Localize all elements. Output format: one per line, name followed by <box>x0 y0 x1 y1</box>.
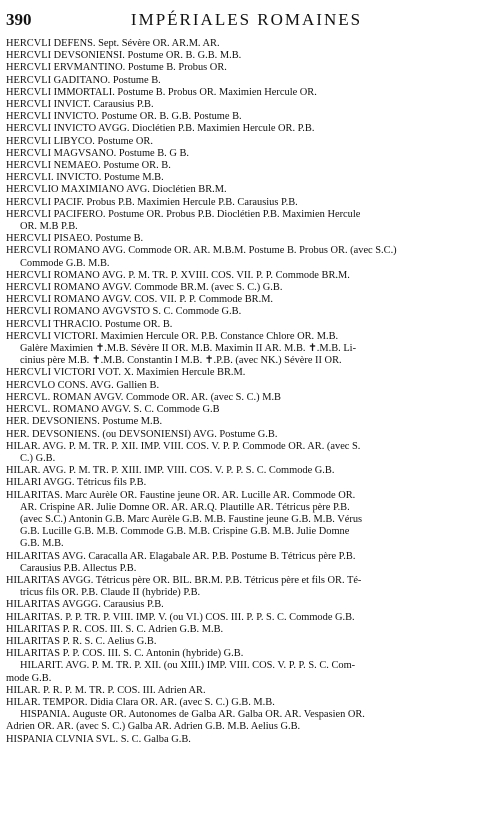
text-line: HERCVLIO MAXIMIANO AVG. Dioclétien BR.M. <box>6 184 227 196</box>
text-line: cinius père M.B. ✝.M.B. Constantin I M.B. ✝.P.B. (avec NK.) Sévère II OR. <box>20 355 342 367</box>
text-line: HERCVLI ROMANO AVGV. COS. VII. P. P. Commode BR.M. <box>6 294 274 306</box>
text-line: HERCVLI VICTORI. Maximien Hercule OR. P.B. Constance Chlore OR. M.B. <box>6 330 339 342</box>
text-line: HERCVLI PACIF. Probus P.B. Maximien Hercule P.B. Carausius P.B. <box>6 196 298 208</box>
text-line: OR. M.B P.B. <box>20 221 78 233</box>
text-line: HILAR. P. R. P. M. TR. P. COS. III. Adrien AR. <box>6 684 206 696</box>
text-line: Adrien OR. AR. (avec S. C.) Galba AR. Adrien G.B. M.B. Aelius G.B. <box>6 721 301 733</box>
catalogue-entries <box>6 38 487 746</box>
text-line: HERCVLI NEMAEO. Postume OR. B. <box>6 160 171 172</box>
text-line: HERCVLI VICTORI VOT. X. Maximien Hercule BR.M. <box>6 367 246 379</box>
text-line: HILARITAS P. R. S. C. Aelius G.B. <box>6 635 157 647</box>
text-line: HER. DEVSONIENS. Postume M.B. <box>6 416 163 428</box>
text-line: HERCVLI ROMANO AVG. Commode OR. AR. M.B.M. Postume B. Probus OR. (avec S.C.) <box>6 245 397 257</box>
text-line: HISPANIA CLVNIA SVL. S. C. Galba G.B. <box>6 733 191 745</box>
text-line: HERCVLI ROMANO AVGV. Commode BR.M. (avec S. C.) G.B. <box>6 282 283 294</box>
text-line: HILAR. AVG. P. M. TR. P. XIII. IMP. VIII. COS. V. P. P. S. C. Commode G.B. <box>6 465 335 477</box>
text-line: HERCVLI IMMORTALI. Postume B. Probus OR. Maximien Hercule OR. <box>6 86 317 98</box>
text-line: HERCVLO CONS. AVG. Gallien B. <box>6 379 160 391</box>
text-line: HERCVL. ROMANO AVGV. S. C. Commode G.B <box>6 404 220 416</box>
text-line: C.) G.B. <box>20 452 56 464</box>
text-line: HILARITAS AVG. Caracalla AR. Elagabale AR. P.B. Postume B. Tétricus père P.B. <box>6 550 356 562</box>
text-line: HERCVLI DEFENS. Sept. Sévère OR. AR.M. AR. <box>6 38 220 49</box>
text-line: (avec S.C.) Antonin G.B. Marc Aurèle G.B. M.B. Faustine jeune G.B. M.B. Vérus <box>20 513 363 525</box>
text-line: HILARITAS AVGGG. Carausius P.B. <box>6 599 164 611</box>
text-line: G.B. M.B. <box>20 538 64 550</box>
text-line: HILARITAS. P. P. TR. P. VIII. IMP. V. (ou VI.) COS. III. P. P. S. C. Commode G.B. <box>6 611 355 623</box>
running-title: IMPÉRIALES ROMAINES <box>130 10 363 29</box>
text-line: Commode G.B. M.B. <box>20 257 110 269</box>
text-line: HERCVLI INVICTO. Postume OR. B. G.B. Postume B. <box>6 111 242 123</box>
text-line: HERCVLI ERVMANTINO. Postume B. Probus OR. <box>6 62 227 74</box>
text-line: HILARIT. AVG. P. M. TR. P. XII. (ou XIII.) IMP. VIII. COS. V. P. P. S. C. Com- <box>20 660 356 672</box>
text-line: HERCVLI DEVSONIENSI. Postume OR. B. G.B. M.B. <box>6 50 242 62</box>
text-line: HILARITAS P. P. COS. III. S. C. Antonin (hybride) G.B. <box>6 648 244 660</box>
page-header <box>6 10 487 34</box>
text-line: HER. DEVSONIENS. (ou DEVSONIENSI) AVG. Postume G.B. <box>6 428 278 440</box>
text-line: HILARITAS AVGG. Tétricus père OR. BIL. BR.M. P.B. Tétricus père et fils OR. Té- <box>6 574 362 586</box>
text-line: HILAR. TEMPOR. Didia Clara OR. AR. (avec S. C.) G.B. M.B. <box>6 696 275 708</box>
text-line: HERCVLI PISAEO. Postume B. <box>6 233 144 245</box>
text-line: HERCVLI MAGVSANO. Postume B. G B. <box>6 147 190 159</box>
text-line: HERCVLI. INVICTO. Postume M.B. <box>6 172 164 184</box>
text-line: HERCVLI LIBYCO. Postume OR. <box>6 135 153 147</box>
text-line: HERCVLI THRACIO. Postume OR. B. <box>6 318 173 330</box>
text-line: tricus fils OR. P.B. Claude II (hybride) P.B. <box>20 587 201 599</box>
text-line: HILARI AVGG. Tétricus fils P.B. <box>6 477 147 489</box>
text-line: G.B. Lucille G.B. M.B. Commode G.B. M.B. Crispine G.B. M.B. Julie Domne <box>20 526 350 538</box>
text-line: HERCVLI PACIFERO. Postume OR. Probus P.B. Dioclétien P.B. Maximien Hercule <box>6 208 361 220</box>
text-line: HERCVLI GADITANO. Postume B. <box>6 74 161 86</box>
text-line: HERCVLI INVICT. Carausius P.B. <box>6 99 154 111</box>
text-line: HERCVLI ROMANO AVG. P. M. TR. P. XVIII. COS. VII. P. P. Commode BR.M. <box>6 269 350 281</box>
text-line: HERCVLI INVICTO AVGG. Dioclétien P.B. Maximien Hercule OR. P.B. <box>6 123 315 135</box>
text-line: HERCVLI ROMANO AVGVSTO S. C. Commode G.B. <box>6 306 242 318</box>
text-line: HILARITAS. Marc Aurèle OR. Faustine jeune OR. AR. Lucille AR. Commode OR. <box>6 489 356 501</box>
text-line: Galère Maximien ✝.M.B. Sévère II OR. M.B. Maximin II AR. M.B. ✝.M.B. Li- <box>20 343 357 355</box>
text-line: HERCVL. ROMAN AVGV. Commode OR. AR. (avec S. C.) M.B <box>6 391 281 403</box>
text-line: HILAR. AVG. P. M. TR. P. XII. IMP. VIII. COS. V. P. P. Commode OR. AR. (avec S. <box>6 440 361 452</box>
text-line: HISPANIA. Auguste OR. Autonomes de Galba AR. Galba OR. AR. Vespasien OR. <box>20 709 365 721</box>
text-line: HILARITAS P. R. COS. III. S. C. Adrien G.B. M.B. <box>6 623 224 635</box>
text-line: mode G.B. <box>6 672 52 684</box>
text-line: Carausius P.B. Allectus P.B. <box>20 562 137 574</box>
page-number: 390 <box>6 10 32 29</box>
text-line: AR. Crispine AR. Julie Domne OR. AR. AR.Q. Plautille AR. Tétricus père P.B. <box>20 501 350 513</box>
